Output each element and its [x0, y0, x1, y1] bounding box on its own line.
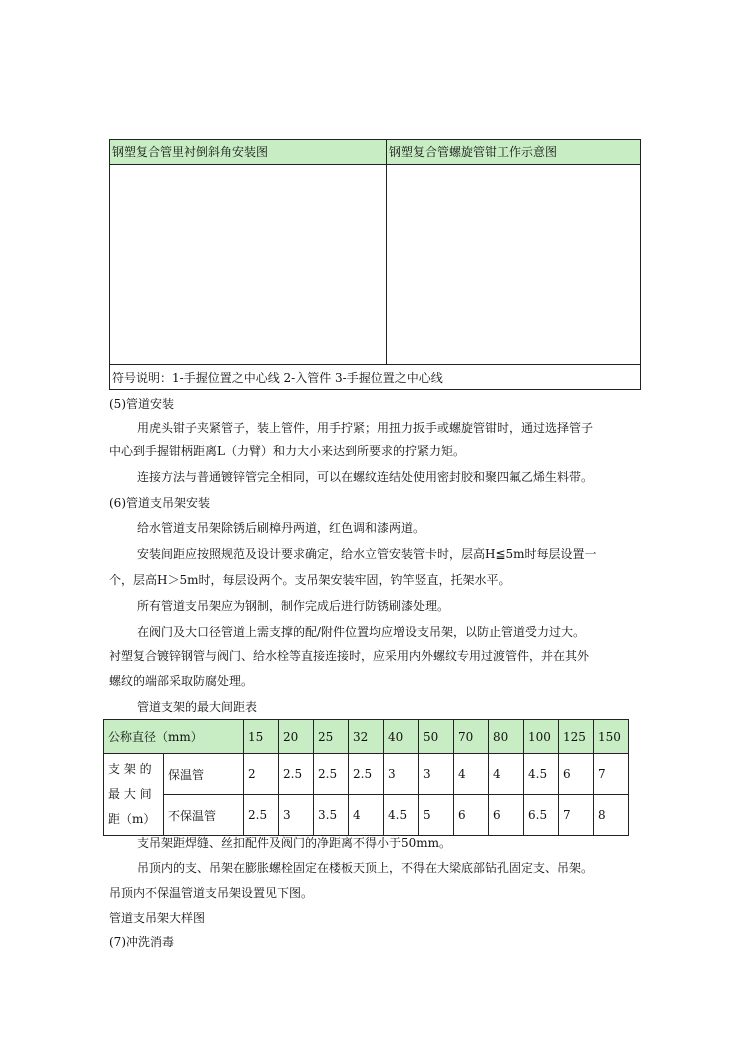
table-cell: 4 [349, 795, 384, 836]
header-label: 公称直径（mm） [104, 720, 244, 754]
table-cell: 3 [419, 754, 454, 795]
diameter-cell: 25 [314, 720, 349, 754]
figure-title-left: 钢塑复合管里衬倒斜角安装图 [110, 140, 387, 165]
figure-image-left [110, 165, 387, 364]
table-cell: 6.5 [524, 795, 559, 836]
table-cell: 3 [279, 795, 314, 836]
figure-title-right: 钢塑复合管螺旋管钳工作示意图 [387, 140, 640, 165]
table-cell: 2.5 [244, 795, 279, 836]
table-cell: 5 [419, 795, 454, 836]
diameter-cell: 125 [559, 720, 594, 754]
table-caption: 管道支架的最大间距表 [137, 700, 258, 714]
table-cell: 2.5 [349, 754, 384, 795]
table-cell: 6 [454, 795, 489, 836]
table-row-uninsulated [104, 795, 629, 836]
table-cell: 4 [489, 754, 524, 795]
s5-paragraph-1-line-1: 用虎头钳子夹紧管子，装上管件，用手拧紧；用扭力扳手或螺旋管钳时，通过选择管子 [137, 421, 594, 435]
after-table-text: 支吊架距焊缝、丝扣配件及阀门的净距离不得小于50mm。 [137, 836, 452, 850]
s6-paragraph-2-line-1: 安装间距应按照规范及设计要求确定，给水立管安装管卡时，层高H≦5m时每层设置一 [137, 547, 597, 561]
diameter-cell: 100 [524, 720, 559, 754]
figure-table [109, 139, 641, 390]
support-spacing-table [103, 719, 629, 836]
insulated-label: 保温管 [164, 754, 244, 795]
s6-paragraph-3: 所有管道支吊架应为钢制，制作完成后进行防锈刷漆处理。 [137, 599, 450, 613]
table-cell: 2.5 [279, 754, 314, 795]
figure-image-right [387, 165, 640, 364]
diameter-cell: 80 [489, 720, 524, 754]
figure-legend: 符号说明：1-手握位置之中心线 2-入管件 3-手握位置之中心线 [110, 364, 640, 391]
table-cell: 2.5 [314, 754, 349, 795]
diameter-cell: 50 [419, 720, 454, 754]
diameter-cell: 32 [349, 720, 384, 754]
section-7-title: (7)冲洗消毒 [109, 935, 174, 949]
row-group-label-line-1: 支 架 的 [108, 762, 152, 776]
s6-paragraph-4-line-2: 衬塑复合镀锌钢管与阀门、给水栓等直接连接时，应采用内外螺纹专用过渡管件，并在其外 [109, 649, 590, 663]
row-group-label-line-2: 最 大 间 [108, 787, 152, 801]
ceiling-paragraph-line-1: 吊顶内的支、吊架在膨胀螺栓固定在楼板天顶上，不得在大梁底部钻孔固定支、吊架。 [137, 861, 594, 875]
diameter-cell: 20 [279, 720, 314, 754]
ceiling-paragraph-line-2: 吊顶内不保温管道支吊架设置见下图。 [109, 886, 314, 900]
table-cell: 6 [489, 795, 524, 836]
s5-paragraph-1-line-2: 中心到手握钳柄距离L（力臂）和力大小来达到所要求的拧紧力矩。 [109, 444, 465, 458]
table-cell: 3.5 [314, 795, 349, 836]
uninsulated-label: 不保温管 [164, 795, 244, 836]
table-header-row [104, 720, 629, 754]
table-row-insulated [104, 754, 629, 795]
s6-paragraph-2-line-2: 个，层高H＞5m时，每层设两个。支吊架安装牢固，钓竿竖直，托架水平。 [109, 573, 511, 587]
s6-paragraph-4-line-3: 螺纹的端部采取防腐处理。 [109, 674, 254, 688]
table-cell: 4.5 [524, 754, 559, 795]
diameter-cell: 70 [454, 720, 489, 754]
table-cell: 6 [559, 754, 594, 795]
table-cell: 2 [244, 754, 279, 795]
section-6-title: (6)管道支吊架安装 [109, 496, 210, 510]
s6-paragraph-1: 给水管道支吊架除锈后刷樟丹两道，红色调和漆两道。 [137, 521, 426, 535]
table-cell: 7 [559, 795, 594, 836]
s5-paragraph-2: 连接方法与普通镀锌管完全相同，可以在螺纹连结处使用密封胶和聚四氟乙烯生料带。 [137, 470, 594, 484]
table-cell: 7 [594, 754, 629, 795]
table-cell: 4.5 [384, 795, 419, 836]
table-cell: 8 [594, 795, 629, 836]
s6-paragraph-4-line-1: 在阀门及大口径管道上需支撑的配/附件位置均应增设支吊架，以防止管道受力过大。 [137, 625, 586, 639]
section-5-title: (5)管道安装 [109, 397, 174, 411]
table-cell: 4 [454, 754, 489, 795]
diameter-cell: 150 [594, 720, 629, 754]
diameter-cell: 15 [244, 720, 279, 754]
row-group-label [104, 754, 164, 836]
row-group-label-line-3: 距（m） [108, 812, 156, 826]
detail-drawing-title: 管道支吊架大样图 [109, 911, 206, 925]
diameter-cell: 40 [384, 720, 419, 754]
table-cell: 3 [384, 754, 419, 795]
